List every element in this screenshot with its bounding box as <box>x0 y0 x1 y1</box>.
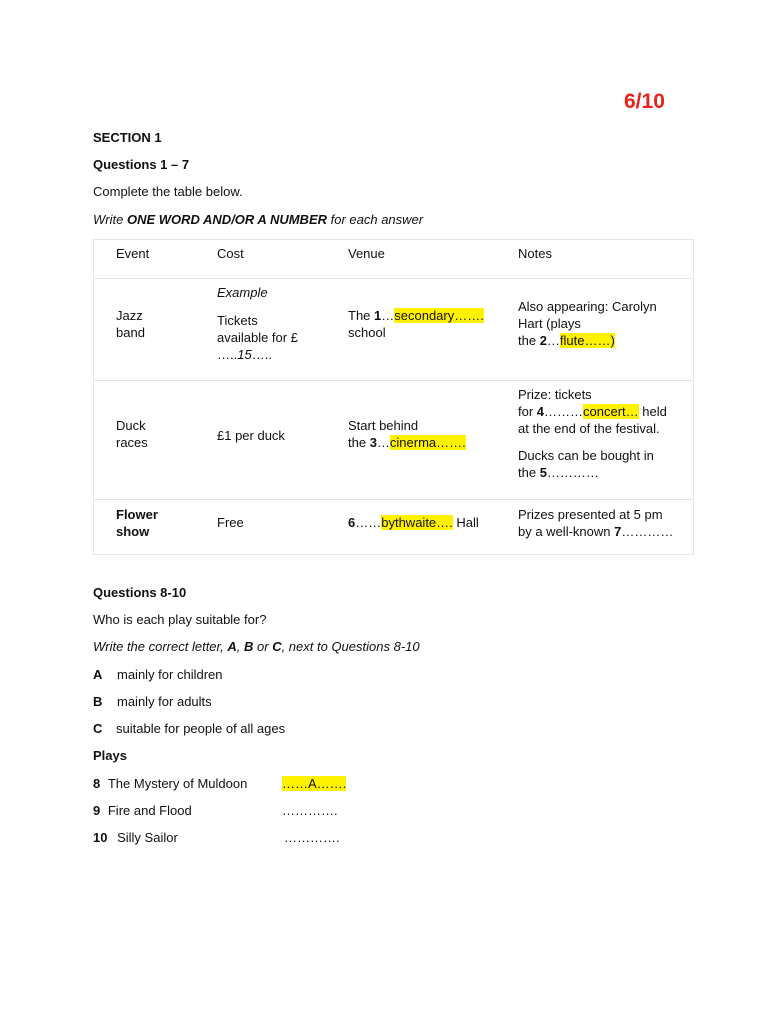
flower-venue-dots: …… <box>355 515 382 530</box>
jazz-notes-prefix: the <box>518 333 540 348</box>
duck-notes-line5-num: 5 <box>539 465 547 480</box>
duck-notes-line5 <box>518 464 667 481</box>
jazz-event-line1: Jazz <box>116 308 143 323</box>
write-bold: ONE WORD AND/OR A NUMBER <box>126 212 327 227</box>
play-num: 8 <box>93 776 101 791</box>
jazz-venue-prefix: The <box>348 308 375 323</box>
duck-venue-dots: … <box>376 435 390 450</box>
play-title: Fire and Flood <box>107 803 192 818</box>
flower-notes-dots: ………… <box>621 524 674 539</box>
flower-notes-line1: Prizes presented at 5 pm <box>518 507 663 522</box>
duck-notes-prefix: for <box>518 404 537 419</box>
write-prefix: Write <box>93 212 127 227</box>
jazz-notes-line1: Also appearing: Carolyn <box>518 299 657 314</box>
score: 6/10 <box>624 90 665 113</box>
jazz-venue-line2: school <box>348 325 386 340</box>
part2-instr-c: C <box>272 639 282 654</box>
jazz-venue-dots: … <box>381 308 395 323</box>
questions-heading: Questions 1 – 7 <box>93 157 190 172</box>
flower-notes <box>518 506 673 540</box>
duck-notes-line2 <box>518 403 667 420</box>
part2-instr-p3: or <box>253 639 273 654</box>
duck-venue-prefix: the <box>348 435 370 450</box>
events-table <box>93 239 694 555</box>
jazz-venue-num: 1 <box>374 308 382 323</box>
play-title: Silly Sailor <box>117 830 178 845</box>
header-cost: Cost <box>217 246 244 261</box>
flower-cost: Free <box>217 515 244 530</box>
part2-instruction <box>93 639 420 654</box>
jazz-notes-num: 2 <box>539 333 547 348</box>
duck-event-line1: Duck <box>116 418 146 433</box>
jazz-cost <box>217 312 298 363</box>
jazz-venue <box>348 307 484 341</box>
part2-question: Who is each play suitable for? <box>93 612 267 627</box>
play-num: 10 <box>93 830 108 845</box>
flower-venue-answer: bythwaite…. <box>381 515 453 530</box>
header-venue: Venue <box>348 246 385 261</box>
jazz-cost-line1: Tickets <box>217 313 258 328</box>
duck-venue-line1: Start behind <box>348 418 419 433</box>
duck-cost: £1 per duck <box>217 428 285 443</box>
duck-notes-answer: concert… <box>583 404 639 419</box>
flower-notes-line2 <box>518 523 673 540</box>
option-c <box>93 721 285 736</box>
option-text: mainly for children <box>117 667 223 682</box>
part2-instr-p1: Write the correct letter, <box>93 639 228 654</box>
jazz-notes-answer: flute……) <box>559 333 615 348</box>
jazz-venue-line1 <box>348 307 484 324</box>
duck-venue <box>348 417 466 451</box>
play-answer <box>282 776 346 791</box>
duck-venue-answer: cinerma……. <box>389 435 466 450</box>
jazz-notes <box>518 298 657 349</box>
instruction: Complete the table below. <box>93 184 243 199</box>
duck-notes <box>518 386 667 481</box>
flower-venue-suffix: Hall <box>452 515 479 530</box>
part2-heading: Questions 8-10 <box>93 585 187 600</box>
duck-notes-line5-prefix: the <box>518 465 540 480</box>
table-divider <box>94 380 693 381</box>
write-suffix: for each answer <box>327 212 424 227</box>
plays-heading: Plays <box>93 748 127 763</box>
jazz-event <box>116 307 145 341</box>
option-b <box>93 694 212 709</box>
duck-venue-num: 3 <box>369 435 377 450</box>
play-row <box>93 776 247 791</box>
part2-instr-b: B <box>244 639 254 654</box>
flower-notes-num: 7 <box>614 524 622 539</box>
duck-event-line2: races <box>116 435 148 450</box>
option-text: suitable for people of all ages <box>116 721 286 736</box>
part2-instr-p2: , <box>236 639 244 654</box>
jazz-cost-dots-b: ….. <box>251 347 272 362</box>
jazz-cost-line2: available for £ <box>217 330 298 345</box>
play-row <box>93 830 178 845</box>
jazz-cost-example: Example <box>217 285 268 300</box>
jazz-notes-line2: Hart (plays <box>518 316 581 331</box>
duck-notes-dots: ……… <box>544 404 584 419</box>
play-answer: …………. <box>282 803 338 818</box>
duck-venue-line2 <box>348 434 466 451</box>
duck-notes-line3: at the end of the festival. <box>518 421 660 436</box>
jazz-venue-answer: secondary……. <box>394 308 484 323</box>
jazz-cost-dots-a: ….. <box>217 347 238 362</box>
option-letter: C <box>93 721 103 736</box>
option-letter: A <box>93 667 103 682</box>
table-divider <box>94 278 693 279</box>
option-letter: B <box>93 694 103 709</box>
play-answer: …………. <box>284 830 340 845</box>
play-num: 9 <box>93 803 101 818</box>
flower-venue <box>348 514 479 531</box>
play-title: The Mystery of Muldoon <box>107 776 248 791</box>
play-answer-text: ……A……. <box>282 776 347 791</box>
section-title: SECTION 1 <box>93 130 162 145</box>
duck-notes-line4: Ducks can be bought in <box>518 448 654 463</box>
flower-event <box>116 506 158 540</box>
flower-event-line1: Flower <box>116 507 158 522</box>
table-divider <box>94 499 693 500</box>
option-text: mainly for adults <box>117 694 212 709</box>
write-instruction <box>93 212 423 227</box>
jazz-event-line2: band <box>116 325 145 340</box>
duck-notes-line1: Prize: tickets <box>518 387 592 402</box>
part2-instr-a: A <box>227 639 237 654</box>
part2-instr-p4: , next to Questions 8-10 <box>281 639 420 654</box>
duck-notes-num: 4 <box>536 404 545 419</box>
play-row <box>93 803 192 818</box>
jazz-cost-value: 15 <box>237 347 252 362</box>
duck-event <box>116 417 148 451</box>
flower-notes-prefix: by a well-known <box>518 524 615 539</box>
jazz-notes-dots: … <box>546 333 560 348</box>
option-a <box>93 667 223 682</box>
header-notes: Notes <box>518 246 552 261</box>
jazz-cost-line3 <box>217 346 298 363</box>
flower-event-line2: show <box>116 524 150 539</box>
duck-notes-line5-dots: ………… <box>546 465 599 480</box>
jazz-notes-line3 <box>518 332 657 349</box>
flower-venue-num: 6 <box>348 515 356 530</box>
duck-notes-suffix: held <box>638 404 667 419</box>
header-event: Event <box>116 246 150 261</box>
